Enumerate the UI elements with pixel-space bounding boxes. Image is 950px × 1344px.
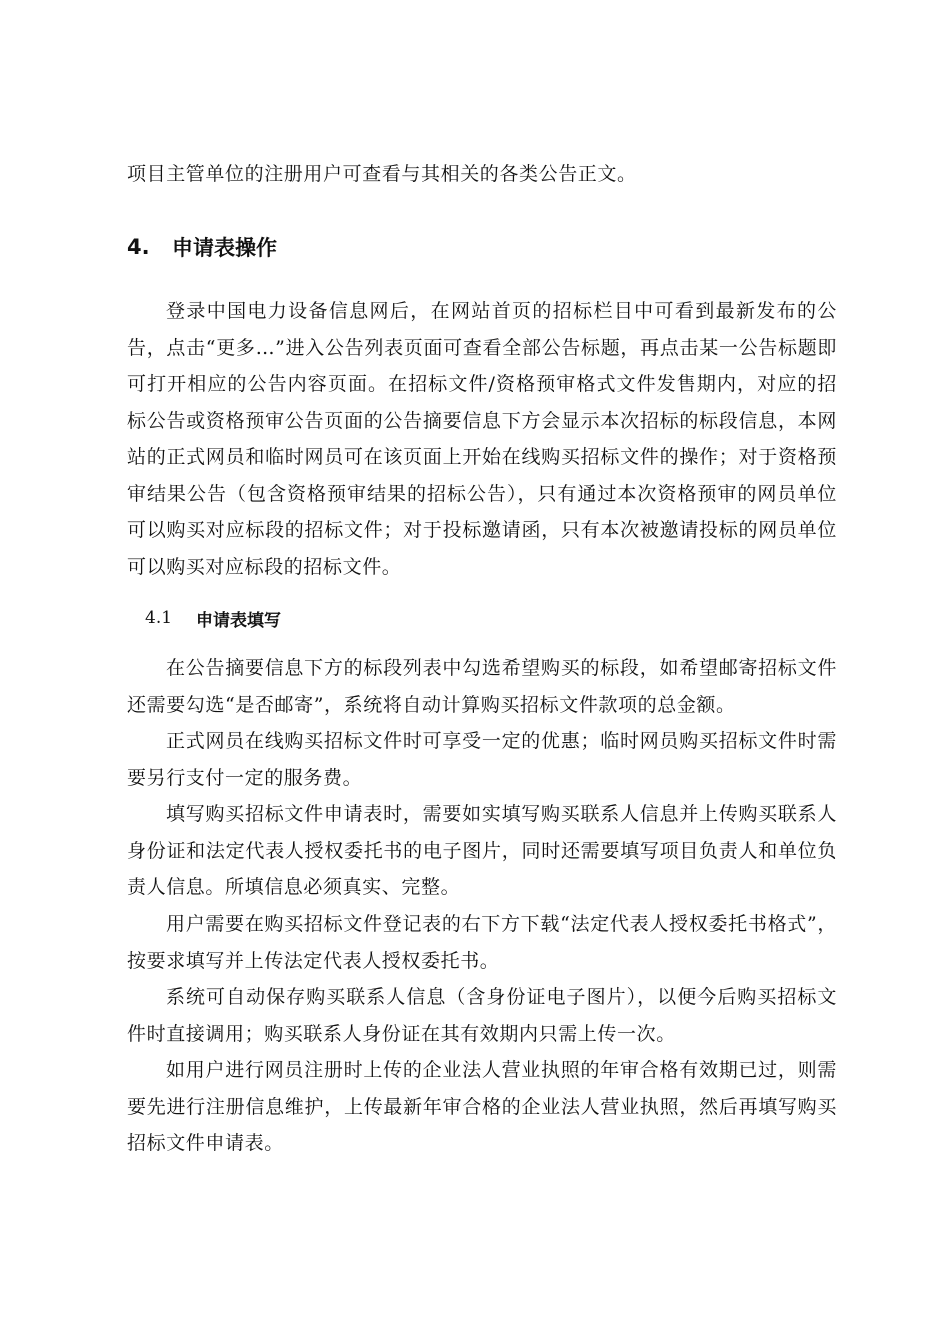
section-4-number: 4. xyxy=(127,235,150,259)
section-4-1-paragraph-4: 用户需要在购买招标文件登记表的右下方下载“法定代表人授权委托书格式”，按要求填写并上传法定代表人授权委托书。 xyxy=(127,913,837,972)
section-4-1-paragraph-2: 正式网员在线购买招标文件时可享受一定的优惠；临时网员购买招标文件时需要另行支付一定的服务费。 xyxy=(127,730,837,789)
section-4-paragraph: 登录中国电力设备信息网后，在网站首页的招标栏目中可看到最新发布的公告，点击“更多…”进入公告列表页面可查看全部公告标题，再点击某一公告标题即可打开相应的公告内容页面。在招标文件/资格预审格式文件发售期内，对应的招标公告或资格预审公告页面的公告摘要信息下方会显示本次招标的标段信息，本网站的正式网员和临时网员可在该页面上开始在线购买招标文件的操作；对于资格预审结果公告（包含资格预审结果的招标公告），只有通过本次资格预审的网员单位可以购买对应标段的招标文件；对于投标邀请函，只有本次被邀请投标的网员单位可以购买对应标段的招标文件。 xyxy=(127,300,837,578)
section-4-heading xyxy=(127,230,277,264)
section-4-1-paragraph-3: 填写购买招标文件申请表时，需要如实填写购买联系人信息并上传购买联系人身份证和法定代表人授权委托书的电子图片，同时还需要填写项目负责人和单位负责人信息。所填信息必须真实、完整。 xyxy=(127,803,837,898)
section-4-1-paragraph-1: 在公告摘要信息下方的标段列表中勾选希望购买的标段，如希望邮寄招标文件还需要勾选“是否邮寄”，系统将自动计算购买招标文件款项的总金额。 xyxy=(127,657,837,716)
section-4-1-heading xyxy=(145,604,281,632)
section-4-1-paragraph-6: 如用户进行网员注册时上传的企业法人营业执照的年审合格有效期已过，则需要先进行注册信息维护，上传最新年审合格的企业法人营业执照，然后再填写购买招标文件申请表。 xyxy=(127,1059,837,1154)
section-4-1-paragraph-5: 系统可自动保存购买联系人信息（含身份证电子图片），以便今后购买招标文件时直接调用；购买联系人身份证在其有效期内只需上传一次。 xyxy=(127,986,837,1045)
section-4-1-number: 4.1 xyxy=(145,608,173,628)
section-4-1-title: 申请表填写 xyxy=(196,610,281,631)
section-4-title: 申请表操作 xyxy=(172,236,277,260)
intro-paragraph: 项目主管单位的注册用户可查看与其相关的各类公告正文。 xyxy=(127,163,637,185)
